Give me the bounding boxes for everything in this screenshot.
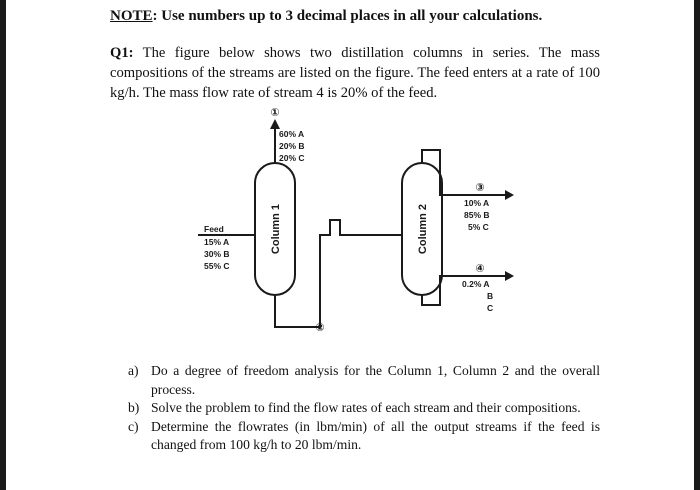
distillation-diagram — [180, 105, 520, 345]
question-part-a — [128, 362, 600, 399]
question-part-c — [128, 418, 600, 455]
distillation-diagram-svg — [180, 105, 520, 345]
feed-title: Feed — [204, 224, 224, 234]
stream-1-comp-b: 20% B — [279, 141, 305, 151]
stream-3-number: ③ — [475, 182, 485, 194]
stream-3-comp-b: 85% B — [464, 210, 490, 220]
stream-1-comp-a: 60% A — [279, 129, 305, 139]
stream-3-arrowhead — [505, 190, 514, 200]
part-c-text: Determine the flowrates (in lbm/min) of all the output streams if the feed is changed from 100 kg/h to 20 lbm/min. — [151, 418, 600, 452]
part-c-letter: c) — [128, 418, 139, 434]
part-b-letter: b) — [128, 400, 140, 415]
column-1-label: Column 1 — [270, 203, 282, 255]
stream-4-number: ④ — [475, 263, 485, 275]
part-b-text: Solve the problem to find the flow rates of each stream and their compositions. — [151, 400, 581, 415]
stream-1-arrowhead — [270, 119, 280, 129]
stream-3-comp-a: 10% A — [464, 198, 490, 208]
stream-4-arrowhead — [505, 271, 514, 281]
question-1 — [110, 43, 600, 103]
part-a-letter: a) — [128, 363, 139, 378]
note-label: NOTE — [110, 8, 153, 24]
right-dark-border — [694, 0, 700, 490]
left-dark-border — [0, 0, 6, 490]
stream-1-number: ① — [270, 107, 280, 119]
question-1-label: Q1: — [110, 45, 134, 61]
stream-4-comp-a: 0.2% A — [462, 279, 490, 289]
stream-3-comp-c: 5% C — [468, 222, 489, 232]
question-part-b — [128, 399, 600, 418]
part-a-text: Do a degree of freedom analysis for the Column 1, Column 2 and the overall process. — [151, 363, 600, 397]
column-2-label: Column 2 — [417, 203, 429, 255]
feed-comp-c: 55% C — [204, 261, 230, 271]
note-line — [110, 8, 542, 25]
feed-comp-a: 15% A — [204, 237, 230, 247]
stream-4-comp-c: C — [487, 303, 494, 313]
question-parts — [128, 362, 600, 455]
stream-2-number: ② — [315, 322, 325, 334]
stream-4-comp-b: B — [487, 291, 494, 301]
question-1-text: The figure below shows two distillation columns in series. The mass compositions of the streams are listed on the figure. The feed enters at a rate of 100 kg/h. The mass flow rate of stream 4 is 20% of the feed. — [110, 45, 600, 101]
note-text: : Use numbers up to 3 decimal places in all your calculations. — [152, 8, 543, 24]
feed-comp-b: 30% B — [204, 249, 230, 259]
stream-1-comp-c: 20% C — [279, 153, 305, 163]
